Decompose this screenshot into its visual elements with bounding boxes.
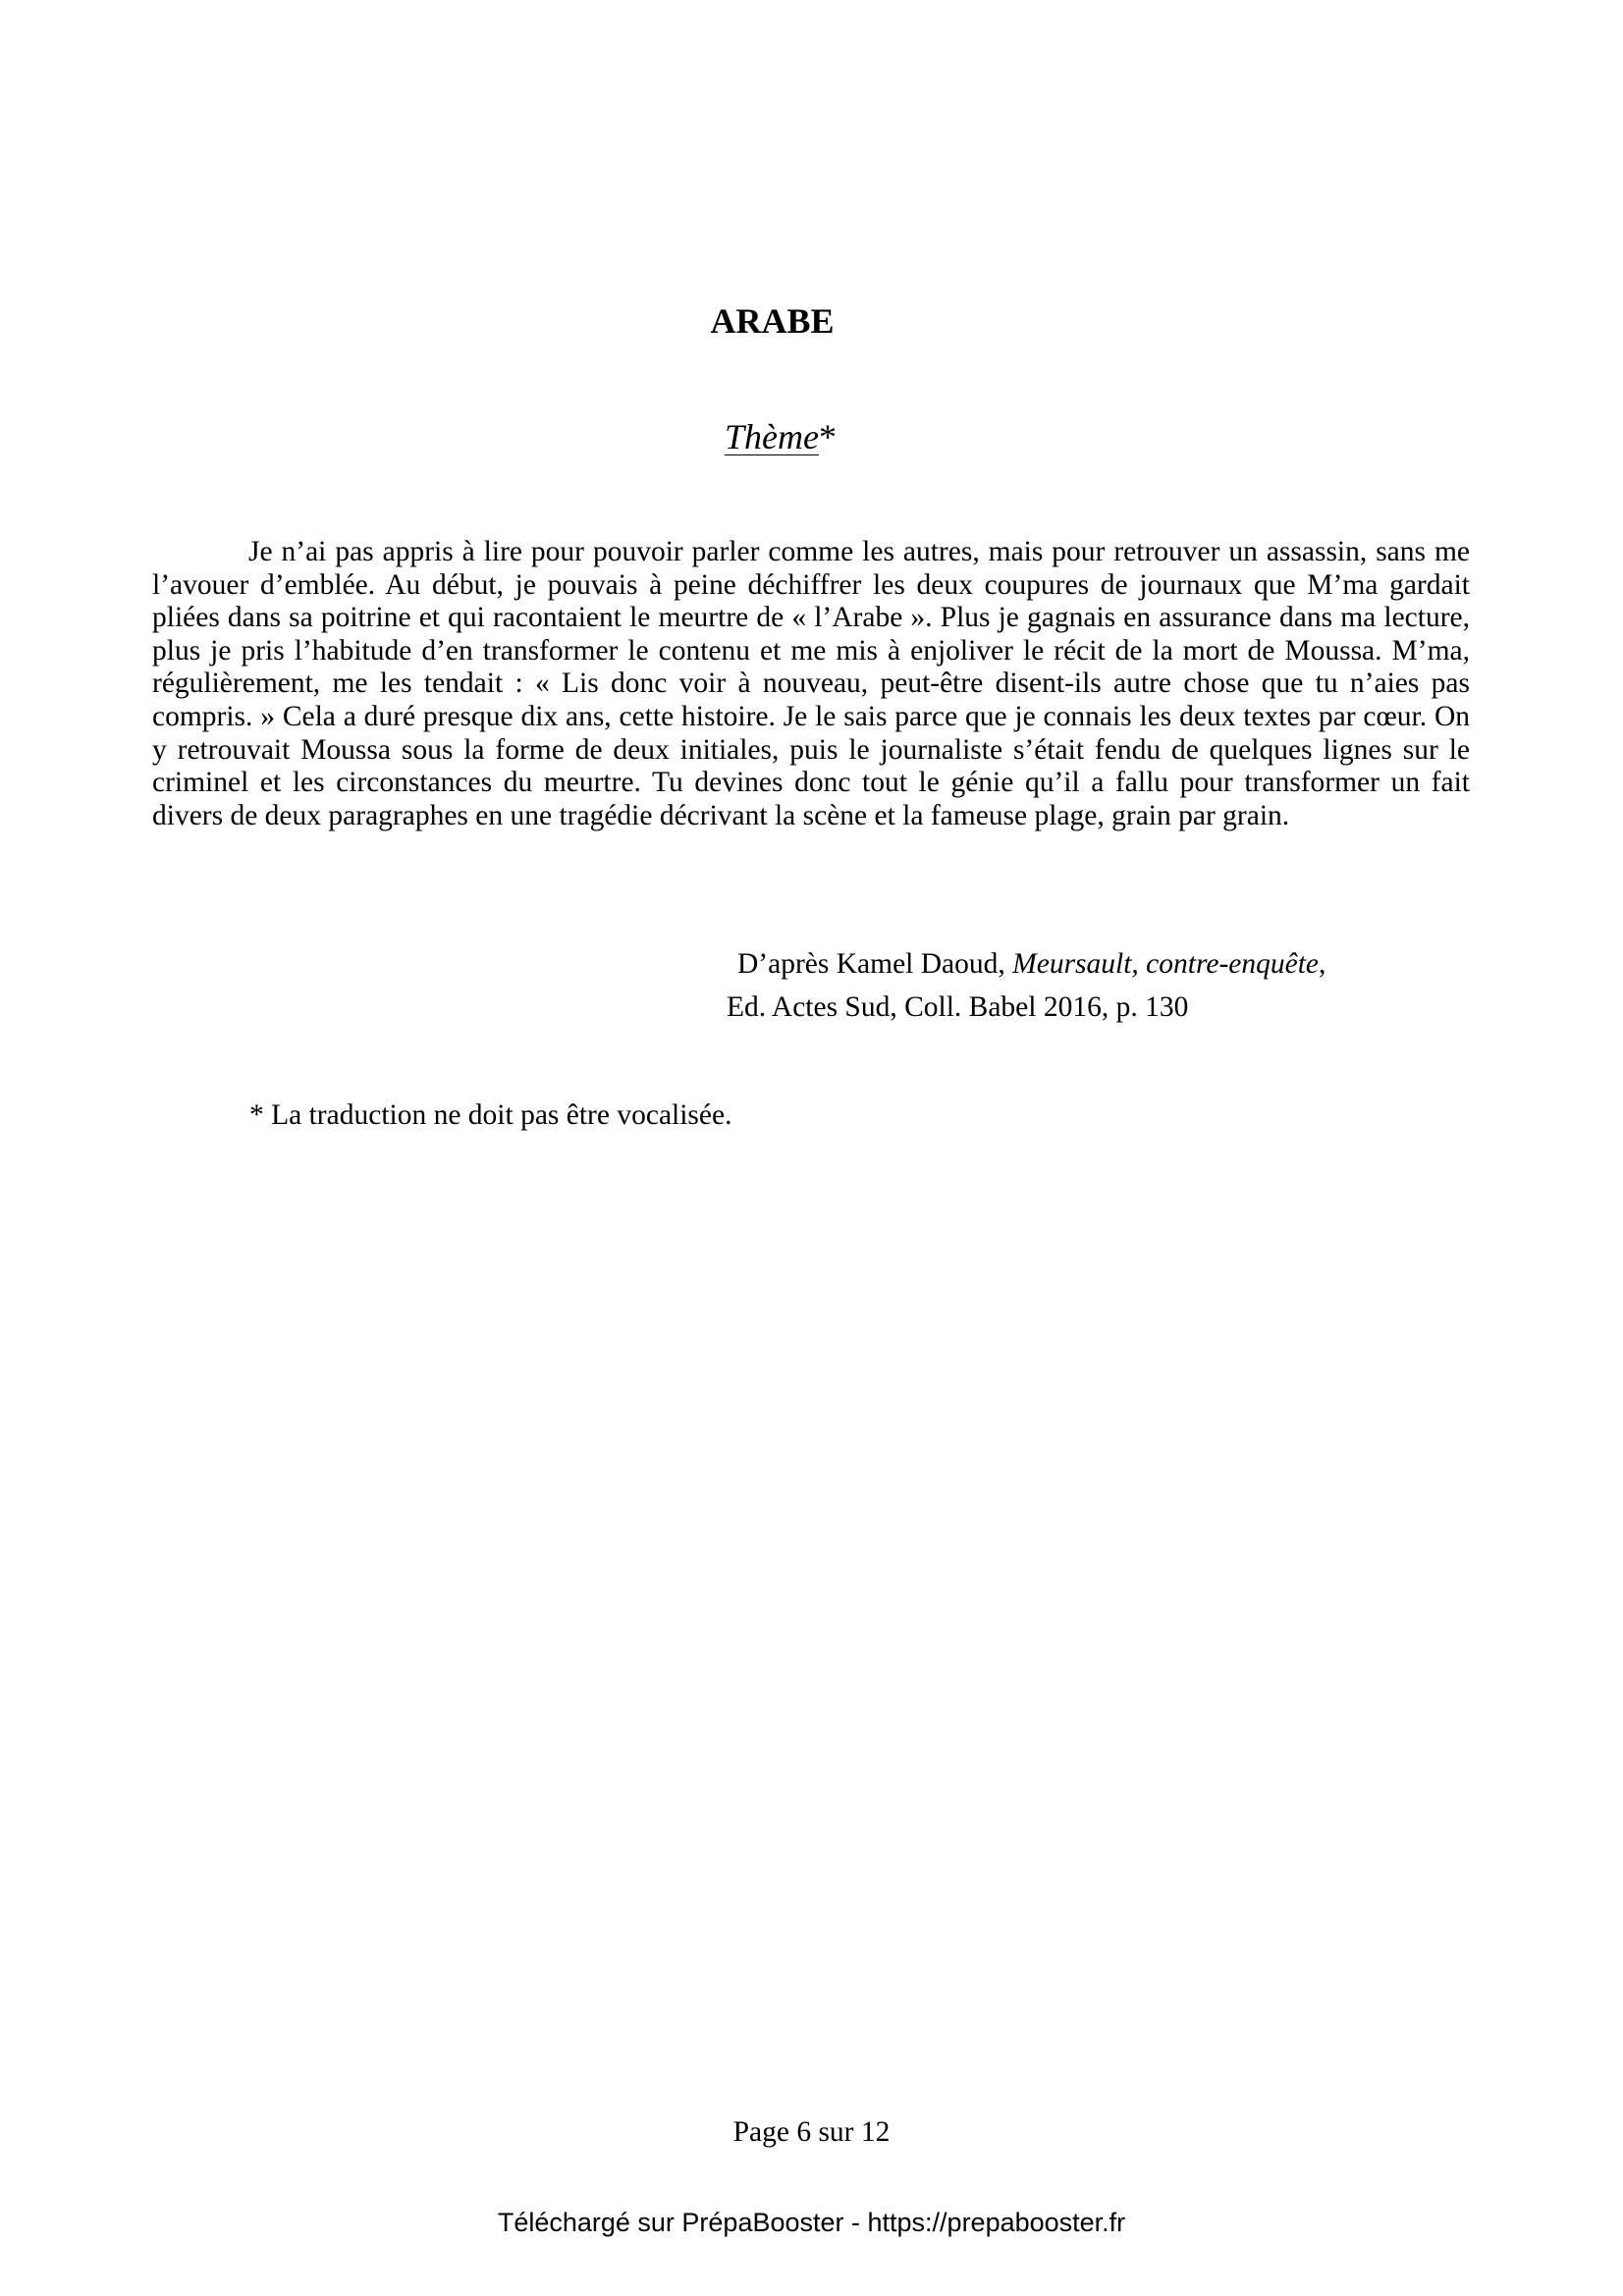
- subtitle-theme: Thème: [725, 417, 819, 456]
- citation: [727, 942, 1325, 1029]
- citation-work-title: Meursault, contre-enquête: [1012, 948, 1319, 980]
- citation-author-line: [727, 942, 1325, 986]
- citation-suffix: ,: [1319, 948, 1326, 980]
- footnote: * La traduction ne doit pas être vocalisée.: [249, 1099, 732, 1131]
- citation-prefix: D’après Kamel Daoud,: [737, 948, 1013, 980]
- citation-publisher: Ed. Actes Sud, Coll. Babel 2016, p. 130: [727, 991, 1189, 1023]
- subtitle-footnote-marker: *: [818, 417, 837, 456]
- subtitle: [0, 416, 1561, 457]
- page-number: Page 6 sur 12: [732, 2116, 891, 2148]
- page-title: ARABE: [710, 301, 835, 341]
- source-text-paragraph: Je n’ai pas appris à lire pour pouvoir parler comme les autres, mais pour retrouver un assassin, sans me l’avouer d’emblée. Au début, je pouvais à peine déchiffrer les deux coupures de journaux que M’ma gardait pliées dans sa poitrine et qui racontaient le meurtre de « l’Arabe ». Plus je gagnais en assurance dans ma lecture, plus je pris l’habitude d’en transformer le contenu et me mis à enjoliver le récit de la mort de Moussa. M’ma, régulièrement, me les tendait : « Lis donc voir à nouveau, peut-être disent-ils autre chose que tu n’aies pas compris. » Cela a duré presque dix ans, cette histoire. Je le sais parce que je connais les deux textes par cœur. On y retrouvait Moussa sous la forme de deux initiales, puis le journaliste s’était fendu de quelques lignes sur le criminel et les circonstances du meurtre. Tu devines donc tout le génie qu’il a fallu pour transformer un fait divers de deux paragraphes en une tragédie décrivant la scène et la fameuse plage, grain par grain.: [152, 536, 1470, 831]
- download-footer: Téléchargé sur PrépaBooster - https://prepabooster.fr: [497, 2208, 1126, 2237]
